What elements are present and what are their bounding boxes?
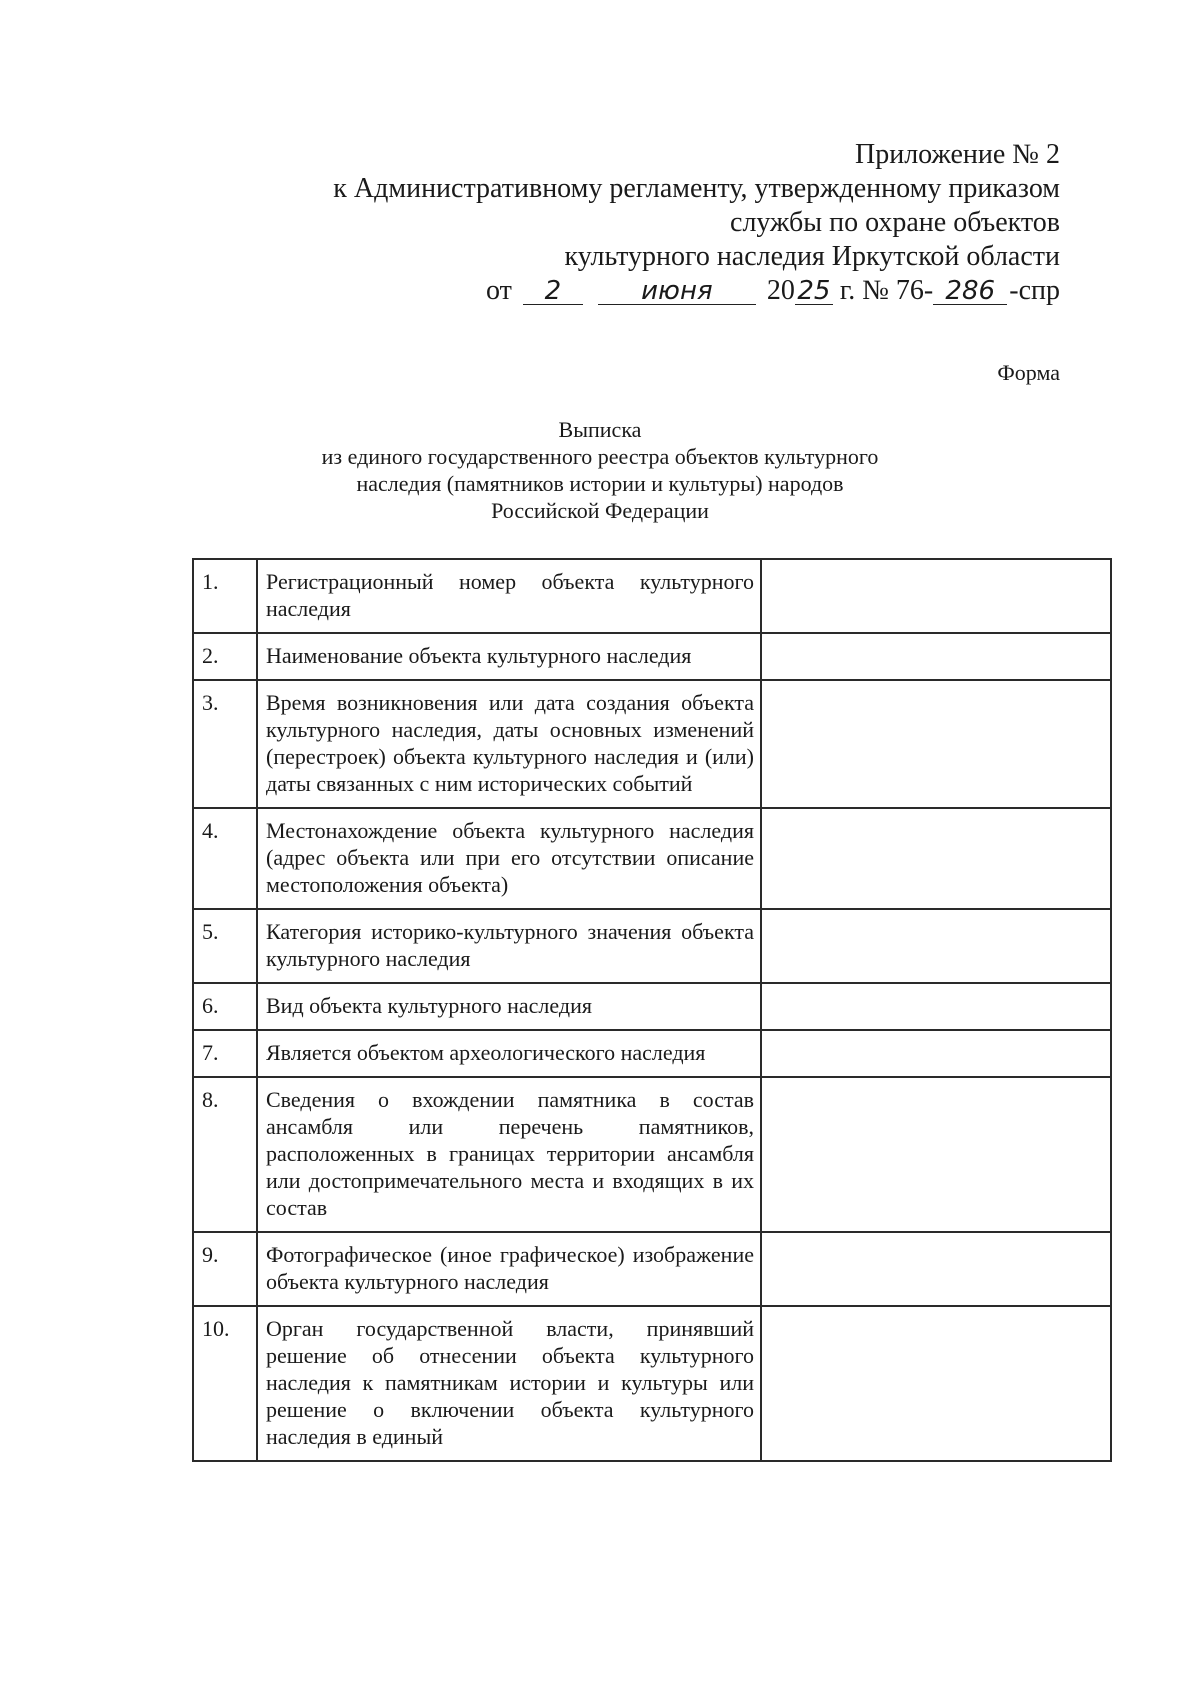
appendix-service-line: службы по охране объектов bbox=[730, 207, 1060, 238]
document-title bbox=[0, 416, 1200, 524]
form-label: Форма bbox=[997, 360, 1060, 385]
row-number: 10. bbox=[193, 1306, 257, 1461]
row-number: 8. bbox=[193, 1077, 257, 1232]
appendix-number: Приложение № 2 bbox=[855, 139, 1060, 170]
table-row bbox=[193, 909, 1111, 983]
row-value bbox=[761, 1306, 1111, 1461]
row-number: 9. bbox=[193, 1232, 257, 1306]
table-row bbox=[193, 559, 1111, 633]
handwritten-order-number: 286 bbox=[933, 278, 1007, 305]
row-number: 7. bbox=[193, 1030, 257, 1077]
title-line-4: Российской Федерации bbox=[491, 498, 709, 523]
row-value bbox=[761, 1232, 1111, 1306]
table-row bbox=[193, 1232, 1111, 1306]
order-number-prefix: г. № 76- bbox=[839, 275, 934, 306]
row-value bbox=[761, 1077, 1111, 1232]
handwritten-month: июня bbox=[598, 278, 756, 305]
row-number: 2. bbox=[193, 633, 257, 680]
row-value bbox=[761, 808, 1111, 909]
row-label: Местонахождение объекта культурного наследия (адрес объекта или при его отсутствии описание местоположения объекта) bbox=[257, 808, 761, 909]
row-value bbox=[761, 680, 1111, 808]
row-label: Категория историко-культурного значения объекта культурного наследия bbox=[257, 909, 761, 983]
row-value bbox=[761, 559, 1111, 633]
table-row bbox=[193, 1306, 1111, 1461]
order-date-line bbox=[333, 274, 1060, 308]
table-row bbox=[193, 1077, 1111, 1232]
handwritten-day: 2 bbox=[523, 278, 583, 305]
row-value bbox=[761, 909, 1111, 983]
appendix-regulation-line: к Административному регламенту, утвержденному приказом bbox=[333, 173, 1060, 204]
handwritten-year: 25 bbox=[795, 278, 833, 305]
row-label: Орган государственной власти, принявший решение об отнесении объекта культурного наследия к памятникам истории и культуры или решение о включении объекта культурного наследия в единый bbox=[257, 1306, 761, 1461]
row-label: Время возникновения или дата создания объекта культурного наследия, даты основных изменений (перестроек) объекта культурного наследия и (или) даты связанных с ним исторических событий bbox=[257, 680, 761, 808]
table-row bbox=[193, 983, 1111, 1030]
row-number: 3. bbox=[193, 680, 257, 808]
row-number: 5. bbox=[193, 909, 257, 983]
row-number: 4. bbox=[193, 808, 257, 909]
row-label: Наименование объекта культурного наследия bbox=[257, 633, 761, 680]
row-value bbox=[761, 983, 1111, 1030]
table-row bbox=[193, 1030, 1111, 1077]
row-number: 1. bbox=[193, 559, 257, 633]
row-label: Сведения о вхождении памятника в состав ансамбля или перечень памятников, расположенных в границах территории ансамбля или достопримечательного места и входящих в их состав bbox=[257, 1077, 761, 1232]
row-label: Вид объекта культурного наследия bbox=[257, 983, 761, 1030]
table-row bbox=[193, 680, 1111, 808]
appendix-region-line: культурного наследия Иркутской области bbox=[564, 241, 1060, 272]
order-number-suffix: -спр bbox=[1009, 275, 1060, 306]
title-line-2: из единого государственного реестра объектов культурного bbox=[321, 444, 879, 469]
row-label: Регистрационный номер объекта культурного наследия bbox=[257, 559, 761, 633]
table-row bbox=[193, 808, 1111, 909]
title-line-1: Выписка bbox=[558, 417, 642, 442]
appendix-header bbox=[333, 138, 1060, 308]
title-line-3: наследия (памятников истории и культуры) народов bbox=[356, 471, 844, 496]
row-value bbox=[761, 1030, 1111, 1077]
row-label: Фотографическое (иное графическое) изображение объекта культурного наследия bbox=[257, 1232, 761, 1306]
registry-extract-table bbox=[192, 558, 1112, 1462]
table-row bbox=[193, 633, 1111, 680]
year-prefix: 20 bbox=[766, 275, 795, 306]
date-prefix: от bbox=[486, 275, 512, 306]
row-number: 6. bbox=[193, 983, 257, 1030]
row-label: Является объектом археологического наследия bbox=[257, 1030, 761, 1077]
row-value bbox=[761, 633, 1111, 680]
